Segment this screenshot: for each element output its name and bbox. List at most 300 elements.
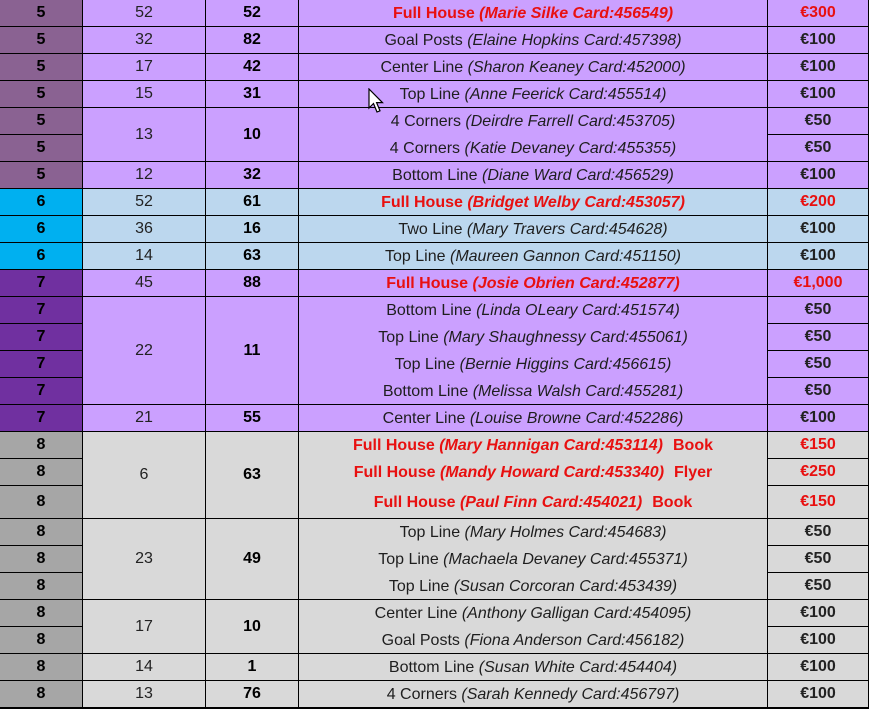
winning-number: 88 [243, 274, 261, 291]
winner-text [383, 405, 684, 432]
winner-line [378, 546, 688, 573]
prize-type: Center Line [374, 604, 458, 622]
balls-called-cell [83, 270, 206, 297]
winner-text [386, 297, 680, 324]
winner-name: Susan White Card:454404 [484, 658, 672, 676]
winning-number: 16 [243, 220, 261, 237]
prize-amount: €100 [800, 685, 836, 702]
balls-called-cell [83, 216, 206, 243]
prize-amount-cell [768, 216, 869, 243]
prize-amount-cell [768, 270, 869, 297]
winner-name: Marie Silke Card:456549 [484, 4, 668, 22]
winner-line [391, 108, 676, 135]
game-number: 5 [36, 112, 46, 129]
game-number-cell [0, 54, 83, 81]
prize-amount: €50 [804, 301, 832, 318]
winning-number-cell [206, 405, 299, 432]
prize-type: Bottom Line [382, 382, 469, 400]
winner-text [398, 216, 667, 243]
winner-text [375, 600, 692, 627]
winner-name: Bernie Higgins Card:456615 [464, 355, 666, 373]
prize-amount: €100 [800, 166, 836, 183]
winner-text [374, 486, 643, 519]
game-number-cell [0, 189, 83, 216]
prize-type: 4 Corners [386, 685, 457, 703]
prize-type: Full House [381, 193, 463, 211]
winning-number: 63 [243, 247, 261, 264]
game-number: 8 [36, 550, 46, 567]
prize-amount: €100 [800, 604, 836, 621]
winner-line [378, 324, 688, 351]
winner-name-wrap: (Anthony Galligan Card:454095) [461, 604, 692, 622]
prize-amount: €100 [800, 658, 836, 675]
prize-amount: €250 [800, 463, 836, 480]
balls-called-cell [83, 519, 206, 600]
winner-details-cell [299, 54, 768, 81]
game-number: 7 [36, 328, 46, 345]
winner-text [354, 459, 664, 486]
winner-line [383, 378, 683, 405]
prize-amount: €100 [800, 85, 836, 102]
game-number: 6 [36, 220, 46, 237]
prize-amount: €200 [800, 193, 836, 210]
winning-number-cell [206, 81, 299, 108]
winning-number-cell [206, 270, 299, 297]
prize-type: Top Line [399, 523, 461, 541]
game-number-cell [0, 216, 83, 243]
winning-number: 42 [243, 58, 261, 75]
winner-name-wrap: (Mary Holmes Card:454683) [464, 523, 667, 541]
winner-line [398, 216, 667, 243]
prize-amount: €50 [804, 550, 832, 567]
winner-name-wrap: (Mary Hannigan Card:453114) [439, 436, 663, 454]
winner-name-wrap: (Louise Browne Card:452286) [469, 409, 684, 427]
game-number: 7 [36, 409, 46, 426]
game-number: 6 [36, 193, 46, 210]
prize-amount: €300 [800, 4, 836, 21]
winner-name-wrap: (Mary Travers Card:454628) [466, 220, 668, 238]
prize-amount-cell [768, 654, 869, 681]
prize-type: Full House [392, 4, 475, 22]
game-number-cell [0, 324, 83, 351]
winner-text [380, 54, 685, 81]
prize-amount: €100 [800, 631, 836, 648]
winner-name-wrap: (Machaela Devaney Card:455371) [443, 550, 688, 568]
prize-type: Bottom Line [386, 301, 472, 319]
balls-called: 36 [135, 220, 153, 237]
winner-name: Anne Feerick Card:455514 [469, 85, 662, 103]
balls-called: 12 [135, 166, 153, 183]
winner-text [390, 135, 676, 162]
winner-details-cell [299, 189, 768, 216]
winner-text [395, 351, 672, 378]
balls-called: 13 [135, 685, 153, 702]
game-number: 8 [36, 685, 46, 702]
winner-line [390, 135, 676, 162]
winner-text [393, 0, 673, 27]
game-number-cell [0, 681, 83, 708]
winning-number-cell [206, 297, 299, 405]
winner-name: Maureen Gannon Card:451150 [455, 247, 676, 265]
winner-details-cell [299, 162, 768, 189]
prize-amount-cell [768, 573, 869, 600]
game-number-cell [0, 81, 83, 108]
winning-number-cell [206, 600, 299, 654]
winner-name: Linda OLeary Card:451574 [481, 301, 675, 319]
balls-called-cell [83, 162, 206, 189]
winner-name: Katie Devaney Card:455355 [469, 139, 671, 157]
game-number: 8 [36, 658, 46, 675]
winning-number: 76 [243, 685, 261, 702]
game-number-cell [0, 270, 83, 297]
winner-details-cell [299, 600, 768, 654]
winner-details-cell [299, 81, 768, 108]
game-number: 5 [36, 31, 46, 48]
winning-number: 55 [243, 409, 261, 426]
game-number: 5 [36, 166, 46, 183]
winning-number: 10 [243, 125, 261, 143]
prize-amount-cell [768, 432, 869, 459]
winner-details-cell [299, 519, 768, 600]
winner-name: Mary Travers Card:454628 [472, 220, 663, 238]
game-number-cell [0, 573, 83, 600]
winner-name-wrap: (Anne Feerick Card:455514) [464, 85, 667, 103]
balls-called-cell [83, 0, 206, 27]
balls-called-cell [83, 27, 206, 54]
balls-called: 52 [135, 4, 153, 21]
winner-name: Mandy Howard Card:453340 [445, 463, 659, 481]
balls-called: 17 [135, 617, 153, 635]
winner-name: Paul Finn Card:454021 [465, 493, 637, 511]
winning-number: 52 [243, 4, 261, 21]
winner-details-cell [299, 108, 768, 162]
winner-line [400, 81, 667, 108]
prize-type: Goal Posts [384, 31, 463, 49]
winner-line [386, 270, 679, 297]
winning-number-cell [206, 54, 299, 81]
prize-amount-cell [768, 135, 869, 162]
prize-amount: €100 [800, 31, 836, 48]
winner-name: Sarah Kennedy Card:456797 [466, 685, 674, 703]
prize-amount-cell [768, 108, 869, 135]
game-number: 8 [36, 493, 46, 510]
prize-amount: €100 [800, 220, 836, 237]
winner-name-wrap: (Melissa Walsh Card:455281) [472, 382, 684, 400]
winner-line [400, 519, 667, 546]
winner-name-wrap: (Josie Obrien Card:452877) [472, 274, 680, 292]
game-number-cell [0, 486, 83, 519]
winner-name-wrap: (Marie Silke Card:456549) [479, 4, 674, 22]
game-number: 8 [36, 436, 46, 453]
balls-called: 21 [135, 409, 153, 426]
balls-called-cell [83, 81, 206, 108]
game-number-cell [0, 0, 83, 27]
winning-number: 11 [243, 341, 261, 359]
balls-called-cell [83, 432, 206, 519]
winner-details-cell [299, 216, 768, 243]
winner-name: Diane Ward Card:456529 [487, 166, 669, 184]
prize-amount: €50 [804, 577, 832, 594]
winner-name: Mary Holmes Card:454683 [469, 523, 662, 541]
balls-called: 17 [135, 58, 153, 75]
game-number-cell [0, 405, 83, 432]
ticket-type: Book [673, 436, 713, 454]
winner-line [386, 297, 680, 324]
balls-called-cell [83, 243, 206, 270]
prize-type: Full House [353, 463, 436, 481]
winner-text [391, 108, 676, 135]
game-number: 7 [36, 355, 46, 372]
prize-type: Bottom Line [392, 166, 478, 184]
balls-called: 32 [135, 31, 153, 48]
winner-name: Bridget Welby Card:453057 [472, 193, 680, 211]
balls-called: 23 [135, 550, 153, 567]
prize-type: 4 Corners [389, 139, 461, 157]
game-number: 5 [36, 85, 46, 102]
winner-text [389, 573, 677, 600]
winner-name-wrap: (Fiona Anderson Card:456182) [464, 631, 685, 649]
prize-amount-cell [768, 459, 869, 486]
prize-amount: €50 [804, 112, 832, 129]
winner-text [385, 243, 681, 270]
winner-name: Elaine Hopkins Card:457398 [472, 31, 677, 49]
prize-type: Two Line [398, 220, 463, 238]
winning-number-cell [206, 27, 299, 54]
game-number: 5 [36, 58, 46, 75]
winner-name: Melissa Walsh Card:455281 [478, 382, 678, 400]
game-number-cell [0, 27, 83, 54]
prize-amount-cell [768, 243, 869, 270]
winner-name-wrap: (Bridget Welby Card:453057) [467, 193, 685, 211]
prize-type: Top Line [388, 577, 450, 595]
winner-line [354, 459, 713, 486]
winner-details-cell [299, 405, 768, 432]
balls-called-cell [83, 600, 206, 654]
winner-name-wrap: (Paul Finn Card:454021) [459, 493, 643, 511]
prize-amount-cell [768, 546, 869, 573]
prize-amount: €100 [800, 58, 836, 75]
winner-name-wrap: (Susan Corcoran Card:453439) [453, 577, 678, 595]
winner-name: Mary Hannigan Card:453114 [444, 436, 658, 454]
prize-amount-cell [768, 297, 869, 324]
prize-type: Top Line [378, 328, 439, 346]
winner-name: Sharon Keaney Card:452000 [472, 58, 681, 76]
winner-text [378, 324, 688, 351]
prize-amount-cell [768, 162, 869, 189]
prize-amount-cell [768, 627, 869, 654]
game-number: 6 [36, 247, 46, 264]
prize-amount-cell [768, 0, 869, 27]
winner-text [386, 270, 679, 297]
prize-type: 4 Corners [390, 112, 461, 130]
winner-details-cell [299, 297, 768, 405]
balls-called: 15 [135, 85, 153, 102]
winner-name-wrap: (Elaine Hopkins Card:457398) [467, 31, 682, 49]
prize-type: Bottom Line [388, 658, 475, 676]
balls-called: 14 [135, 247, 153, 264]
prize-amount-cell [768, 405, 869, 432]
balls-called: 22 [135, 341, 153, 359]
balls-called-cell [83, 681, 206, 708]
game-number: 7 [36, 382, 46, 399]
prize-type: Top Line [394, 355, 456, 373]
prize-amount-cell [768, 81, 869, 108]
prize-amount: €50 [804, 523, 832, 540]
game-number-cell [0, 546, 83, 573]
game-number: 8 [36, 463, 46, 480]
winning-number-cell [206, 216, 299, 243]
winner-text [400, 519, 667, 546]
winner-name-wrap: (Bernie Higgins Card:456615) [459, 355, 672, 373]
winning-number-cell [206, 162, 299, 189]
game-number-cell [0, 432, 83, 459]
winner-line [392, 162, 674, 189]
game-number-cell [0, 243, 83, 270]
game-number: 5 [36, 139, 46, 156]
winning-number: 63 [243, 466, 261, 483]
winning-number-cell [206, 243, 299, 270]
winner-name-wrap: (Sharon Keaney Card:452000) [467, 58, 686, 76]
winner-line [381, 189, 685, 216]
prize-amount-cell [768, 54, 869, 81]
winner-details-cell [299, 270, 768, 297]
prize-amount-cell [768, 600, 869, 627]
winner-text [389, 654, 677, 681]
game-number: 8 [36, 523, 46, 540]
balls-called-cell [83, 54, 206, 81]
winner-name-wrap: (Sarah Kennedy Card:456797) [461, 685, 680, 703]
ticket-type: Book [652, 493, 693, 511]
balls-called-cell [83, 108, 206, 162]
winner-text [353, 432, 663, 459]
winner-line [389, 654, 677, 681]
winner-name: Mary Shaughnessy Card:455061 [448, 328, 683, 346]
prize-amount: €50 [804, 355, 832, 372]
prize-amount: €50 [804, 328, 832, 345]
winner-line [353, 432, 713, 459]
winner-line [375, 600, 692, 627]
winner-text [387, 681, 680, 708]
winner-name: Machaela Devaney Card:455371 [448, 550, 683, 568]
winner-line [387, 681, 680, 708]
winner-line [389, 573, 677, 600]
prize-amount-cell [768, 324, 869, 351]
game-number: 5 [36, 4, 46, 21]
winner-name: Deirdre Farrell Card:453705 [470, 112, 670, 130]
winner-name-wrap: (Diane Ward Card:456529) [482, 166, 674, 184]
prize-amount: €50 [804, 382, 832, 399]
winner-name-wrap: (Deirdre Farrell Card:453705) [465, 112, 676, 130]
winner-name-wrap: (Mandy Howard Card:453340) [439, 463, 665, 481]
winning-number-cell [206, 654, 299, 681]
winner-line [385, 243, 681, 270]
game-number: 7 [36, 301, 46, 318]
prize-amount: €150 [800, 493, 836, 510]
winner-name: Josie Obrien Card:452877 [477, 274, 675, 292]
prize-amount-cell [768, 27, 869, 54]
prize-type: Top Line [399, 85, 461, 103]
prize-type: Center Line [382, 409, 466, 427]
winner-name-wrap: (Linda OLeary Card:451574) [476, 301, 680, 319]
winner-line [383, 405, 684, 432]
winner-text [383, 378, 683, 405]
winner-name-wrap: (Katie Devaney Card:455355) [464, 139, 677, 157]
winner-name-wrap: (Maureen Gannon Card:451150) [449, 247, 681, 265]
prize-amount-cell [768, 189, 869, 216]
winning-number: 31 [243, 85, 261, 102]
game-number-cell [0, 600, 83, 627]
winner-name: Susan Corcoran Card:453439 [459, 577, 672, 595]
winner-details-cell [299, 0, 768, 27]
prize-amount: €100 [800, 409, 836, 426]
game-number-cell [0, 654, 83, 681]
winner-line [380, 54, 685, 81]
game-number-cell [0, 378, 83, 405]
winning-number: 32 [243, 166, 261, 183]
game-number-cell [0, 351, 83, 378]
winning-number-cell [206, 519, 299, 600]
prize-type: Full House [386, 274, 469, 292]
game-number: 8 [36, 577, 46, 594]
winner-name-wrap: (Mary Shaughnessy Card:455061) [443, 328, 688, 346]
game-number-cell [0, 459, 83, 486]
prize-amount-cell [768, 486, 869, 519]
prize-type: Goal Posts [381, 631, 460, 649]
balls-called: 13 [135, 125, 153, 143]
balls-called-cell [83, 189, 206, 216]
prize-type: Center Line [380, 58, 464, 76]
winning-number-cell [206, 432, 299, 519]
game-number-cell [0, 135, 83, 162]
winner-text [381, 189, 685, 216]
winning-number-cell [206, 0, 299, 27]
winner-details-cell [299, 681, 768, 708]
winner-details-cell [299, 654, 768, 681]
prize-amount: €1,000 [793, 274, 843, 291]
winner-line [395, 351, 672, 378]
prize-amount: €100 [800, 247, 836, 264]
prize-type: Full House [373, 493, 456, 511]
winning-number-cell [206, 189, 299, 216]
winning-number: 49 [243, 550, 261, 567]
winner-text [400, 81, 667, 108]
balls-called: 45 [135, 274, 153, 291]
balls-called: 52 [135, 193, 153, 210]
prize-amount-cell [768, 681, 869, 708]
winning-number: 1 [247, 658, 257, 675]
balls-called-cell [83, 297, 206, 405]
winner-line [382, 627, 685, 654]
game-number-cell [0, 519, 83, 546]
winner-line [384, 27, 681, 54]
prize-amount-cell [768, 351, 869, 378]
prize-type: Full House [352, 436, 435, 454]
winner-line [393, 0, 673, 27]
game-number-cell [0, 108, 83, 135]
winner-text [384, 27, 681, 54]
game-number-cell [0, 627, 83, 654]
prize-amount-cell [768, 378, 869, 405]
winner-text [392, 162, 674, 189]
game-number: 8 [36, 631, 46, 648]
prize-type: Top Line [385, 247, 446, 265]
winner-details-cell [299, 432, 768, 519]
winning-number-cell [206, 108, 299, 162]
winner-name: Louise Browne Card:452286 [475, 409, 678, 427]
balls-called-cell [83, 654, 206, 681]
balls-called: 6 [139, 466, 149, 483]
prize-type: Top Line [378, 550, 439, 568]
